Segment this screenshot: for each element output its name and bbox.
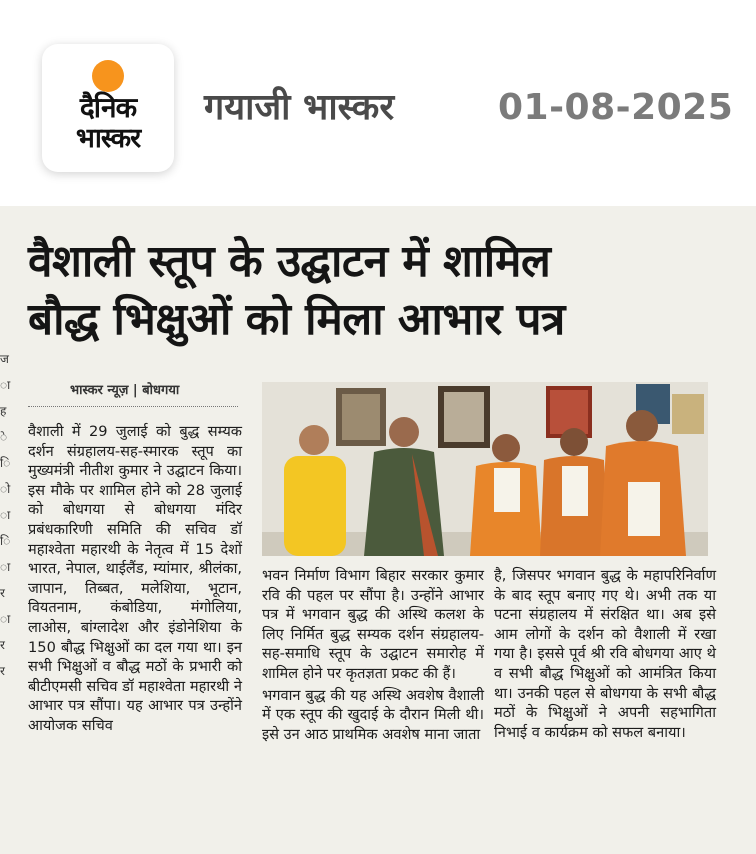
article-column-3 (494, 566, 716, 744)
article-paragraph: वैशाली में 29 जुलाई को बुद्ध सम्यक दर्शन संग्रहालय-सह-स्मारक स्तूप का मुख्यमंत्री नीतीश कुमार ने उद्घाटन किया। इस मौके पर शामिल होने को 28 जुलाई को बोधगया से बोधगया मंदिर प्रबंधकारिणी समिति की सचिव डॉ महाश्वेता महारथी के नेतृत्व में 15 देशों भारत, नेपाल, थाईलैंड, म्यांमार, श्रीलंका, जापान, तिब्बत, मलेशिया, भूटान, वियतनाम, कंबोडिया, मंगोलिया, लाओस, बांग्लादेश और इंडोनेशिया के 150 बौद्ध भिक्षुओं का दल गया था। इन सभी भिक्षुओं व बौद्ध मठों के प्रभारी को बीटीएमसी सचिव डॉ महाश्वेता महारथी ने आभार पत्र सौंपा। यह आभार पत्र उन्होंने आयोजक सचिव (28, 423, 242, 734)
app-header (0, 0, 756, 206)
edge-glyph: र (0, 638, 5, 652)
edge-glyph: ि (0, 534, 11, 548)
sun-icon (92, 60, 124, 92)
edge-glyph: ा (0, 612, 11, 626)
edge-glyph: र (0, 664, 5, 678)
edition-date: 01-08-2025 (498, 87, 734, 128)
article-paragraph: है, जिसपर भगवान बुद्ध के महापरिनिर्वाण के बाद स्तूप बनाए गए थे। अभी तक या पटना संग्रहालय में संरक्षित था। अब इसे आम लोगों के दर्शन को वैशाली में रखा गया है। इससे पूर्व श्री रवि बोधगया आए थे व सभी बौद्ध भिक्षुओं को आमंत्रित किया था। उनकी पहल से बोधगया के सभी बौद्ध मठों के भिक्षुओं ने अपनी सहभागिता निभाई व कार्यक्रम को सफल बनाया। (494, 567, 716, 741)
byline-divider (28, 406, 238, 407)
news-photo (262, 382, 708, 556)
edge-glyph: ज (0, 352, 9, 366)
edition-title: गयाजी भास्कर (204, 87, 395, 128)
headline-line1: वैशाली स्तूप के उद्घाटन में शामिल (28, 236, 551, 287)
headline-line2: बौद्ध भिक्षुओं को मिला आभार पत्र (28, 294, 565, 345)
adjacent-column-fragment (0, 346, 10, 684)
article-paragraph: भगवान बुद्ध की यह अस्थि अवशेष वैशाली में एक स्तूप की खुदाई के दौरान मिली थी। इसे उन आठ प्राथमिक अवशेष माना जाता (262, 686, 484, 743)
edge-glyph: ा (0, 560, 11, 574)
logo-text-line2: भास्कर (75, 123, 141, 154)
logo-text-line1: दैनिक (79, 91, 137, 124)
byline: भास्कर न्यूज़ | बोधगया (70, 383, 180, 398)
edge-glyph: र (0, 586, 5, 600)
edge-glyph: ा (0, 508, 11, 522)
edge-glyph: ो (0, 482, 11, 496)
edge-glyph: ह (0, 404, 7, 418)
edge-glyph: ा (0, 378, 11, 392)
edge-glyph: े (0, 430, 8, 444)
article-paragraph: भवन निर्माण विभाग बिहार सरकार कुमार रवि की पहल पर सौंपा है। उन्होंने आभार पत्र में भगवान बुद्ध की अस्थि कलश के लिए निर्मित बुद्ध सम्यक दर्शन संग्रहालय-सह-समाधि स्तूप के उद्घाटन समारोह में शामिल होने पर कृतज्ञता प्रकट की हैं। (262, 567, 484, 682)
article-column-1 (28, 422, 242, 738)
edge-glyph: ि (0, 456, 11, 470)
newspaper-clipping (0, 206, 756, 854)
article-column-2 (262, 566, 484, 746)
dainik-bhaskar-logo[interactable] (42, 44, 174, 172)
